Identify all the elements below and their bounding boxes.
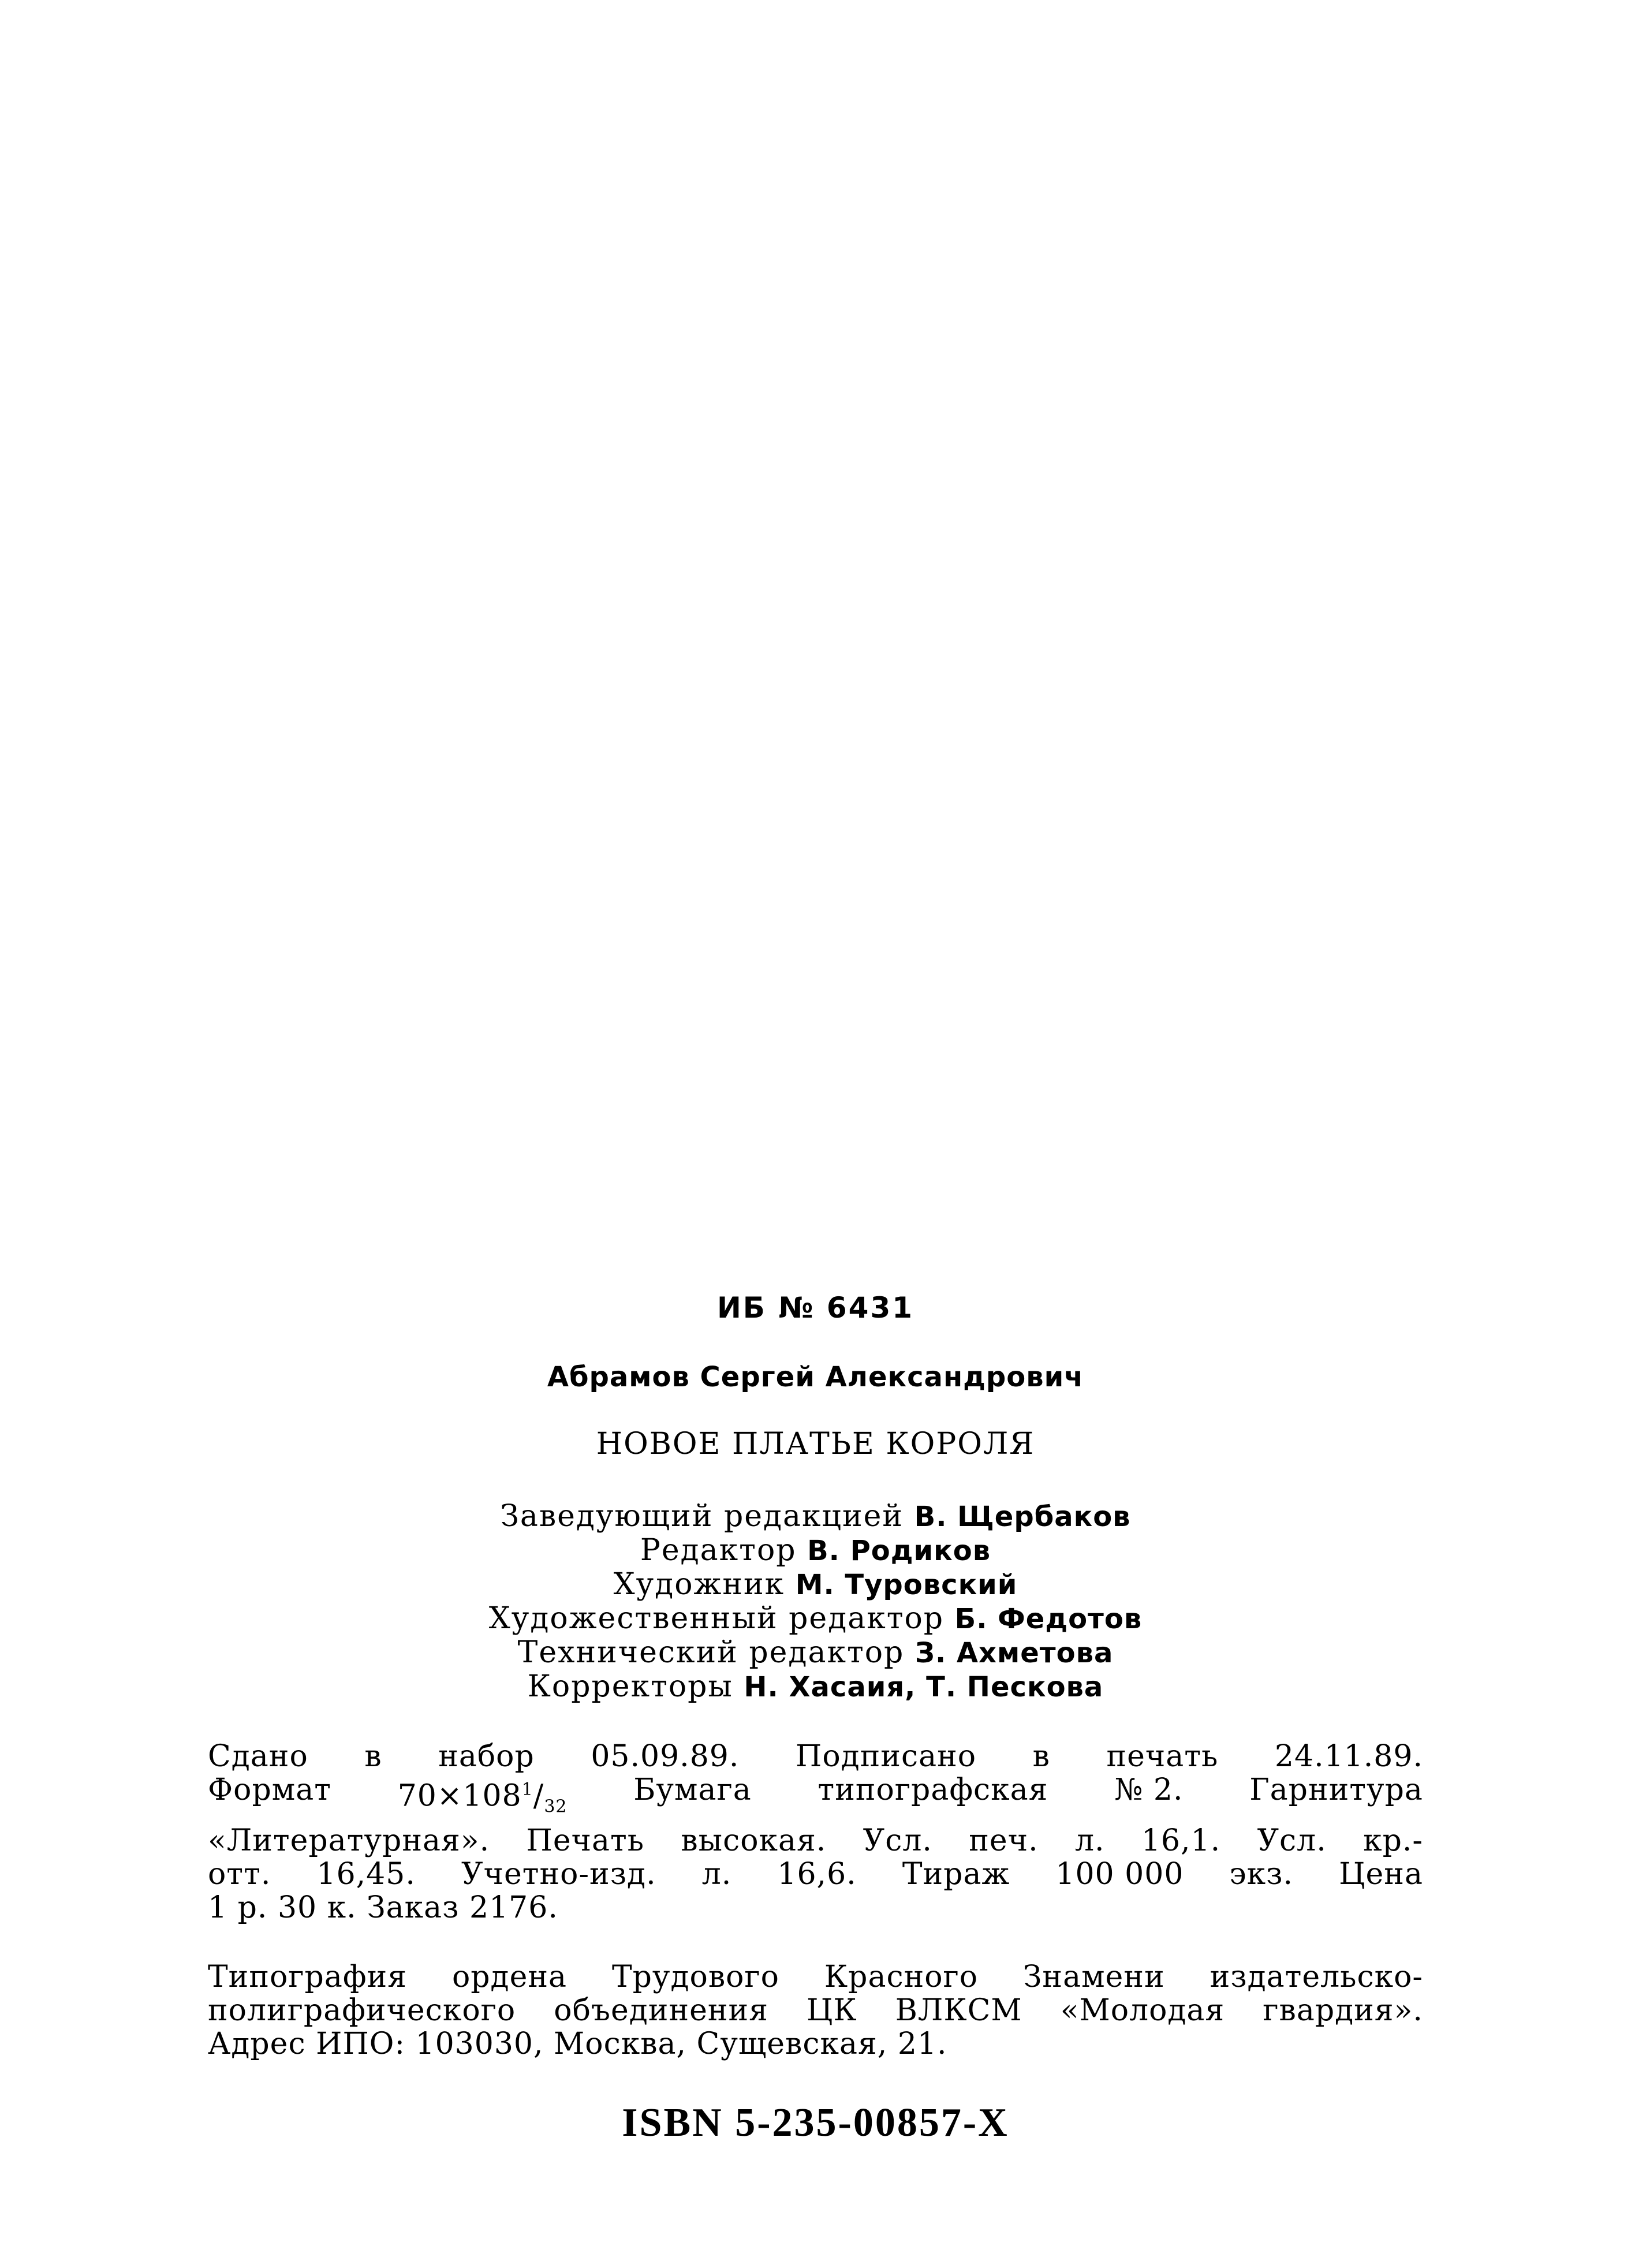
print-info-line-1	[208, 1740, 1423, 1773]
word: Сдано	[208, 1739, 308, 1774]
word: 16,1.	[1141, 1823, 1221, 1858]
credit-person: З. Ахметова	[914, 1637, 1114, 1669]
word: ордена	[451, 1959, 567, 1994]
word: кр.-	[1363, 1823, 1423, 1858]
word: гвардия».	[1263, 1993, 1423, 2028]
credit-line	[208, 1636, 1423, 1670]
print-info-line-2	[208, 1773, 1423, 1824]
word: Учетно-изд.	[461, 1856, 656, 1892]
word: «Литературная».	[208, 1823, 490, 1858]
credit-role: Редактор	[640, 1533, 797, 1568]
word: Гарнитура	[1249, 1773, 1423, 1807]
typeset-date: 05.09.89.	[591, 1739, 740, 1774]
signed-date: 24.11.89.	[1274, 1739, 1423, 1774]
word: 16,6.	[777, 1856, 857, 1892]
word: Бумага	[633, 1773, 752, 1807]
word: Усл.	[863, 1823, 932, 1858]
credit-line	[208, 1568, 1423, 1602]
credit-person: М. Туровский	[795, 1569, 1018, 1601]
credit-line	[208, 1534, 1423, 1568]
printer-address: Адрес ИПО: 103030, Москва, Сущевская, 21.	[208, 2026, 947, 2061]
word: л.	[701, 1856, 732, 1892]
word: Цена	[1339, 1856, 1423, 1892]
word: Подписано	[795, 1739, 977, 1774]
credit-line	[208, 1670, 1423, 1704]
isbn: ISBN 5-235-00857-X	[622, 2100, 1009, 2145]
print-info-line-5: 1 р. 30 к. Заказ 2176.	[208, 1890, 558, 1925]
paper-number: № 2.	[1114, 1773, 1184, 1807]
word: ЦК	[807, 1993, 857, 2028]
credit-role: Технический редактор	[517, 1635, 905, 1670]
print-info	[208, 1740, 1423, 1924]
printer-info	[208, 1960, 1423, 2061]
word: Трудового	[611, 1959, 779, 1994]
word: ВЛКСМ	[895, 1993, 1022, 2028]
word: «Молодая	[1060, 1993, 1225, 2028]
word: Тираж	[902, 1856, 1010, 1892]
word: печ.	[969, 1823, 1039, 1858]
word: в	[1032, 1739, 1050, 1774]
word: Усл.	[1257, 1823, 1327, 1858]
author-name: Абрамов Сергей Александрович	[547, 1361, 1084, 1393]
print-info-line-4	[208, 1857, 1423, 1891]
credit-line	[208, 1499, 1423, 1534]
word: полиграфического	[208, 1993, 516, 2028]
word: экз.	[1229, 1856, 1294, 1892]
credit-role: Художественный редактор	[488, 1601, 945, 1636]
word: Формат	[208, 1773, 331, 1807]
format-size: 70×108	[397, 1778, 522, 1814]
word: Типография	[208, 1959, 408, 1994]
word: набор	[438, 1739, 535, 1774]
credit-person: Н. Хасаия, Т. Пескова	[744, 1671, 1104, 1703]
word: высокая.	[681, 1823, 827, 1858]
credit-person: В. Родиков	[807, 1535, 991, 1567]
credit-role: Художник	[613, 1567, 785, 1602]
word: типографская	[818, 1773, 1048, 1807]
credits-list	[208, 1499, 1423, 1704]
word: печать	[1106, 1739, 1219, 1774]
word: в	[364, 1739, 382, 1774]
credit-person: Б. Федотов	[954, 1603, 1143, 1635]
word: 16,45.	[316, 1856, 416, 1892]
print-info-line-3	[208, 1824, 1423, 1857]
printer-info-line-1	[208, 1960, 1423, 1994]
word: Знамени	[1023, 1959, 1165, 1994]
word: отт.	[208, 1856, 271, 1892]
format-value: $70\times 108^1/_{32}$	[397, 1778, 568, 1817]
credit-role: Корректоры	[527, 1669, 733, 1704]
format-numerator: 1	[521, 1780, 533, 1800]
credit-line	[208, 1602, 1423, 1636]
word: издательско-	[1210, 1959, 1423, 1994]
word: Печать	[526, 1823, 645, 1858]
credit-role: Заведующий редакцией	[500, 1499, 904, 1534]
word: объединения	[554, 1993, 768, 2028]
word: Красного	[824, 1959, 979, 1994]
book-title: НОВОЕ ПЛАТЬЕ КОРОЛЯ	[596, 1427, 1035, 1461]
word: л.	[1074, 1823, 1105, 1858]
printer-info-line-2	[208, 1994, 1423, 2027]
print-run: 100 000	[1055, 1856, 1184, 1892]
imprint-block	[208, 1290, 1423, 2146]
credit-person: В. Щербаков	[914, 1501, 1131, 1533]
ib-number: ИБ № 6431	[716, 1291, 914, 1325]
format-denominator: 32	[544, 1796, 568, 1817]
